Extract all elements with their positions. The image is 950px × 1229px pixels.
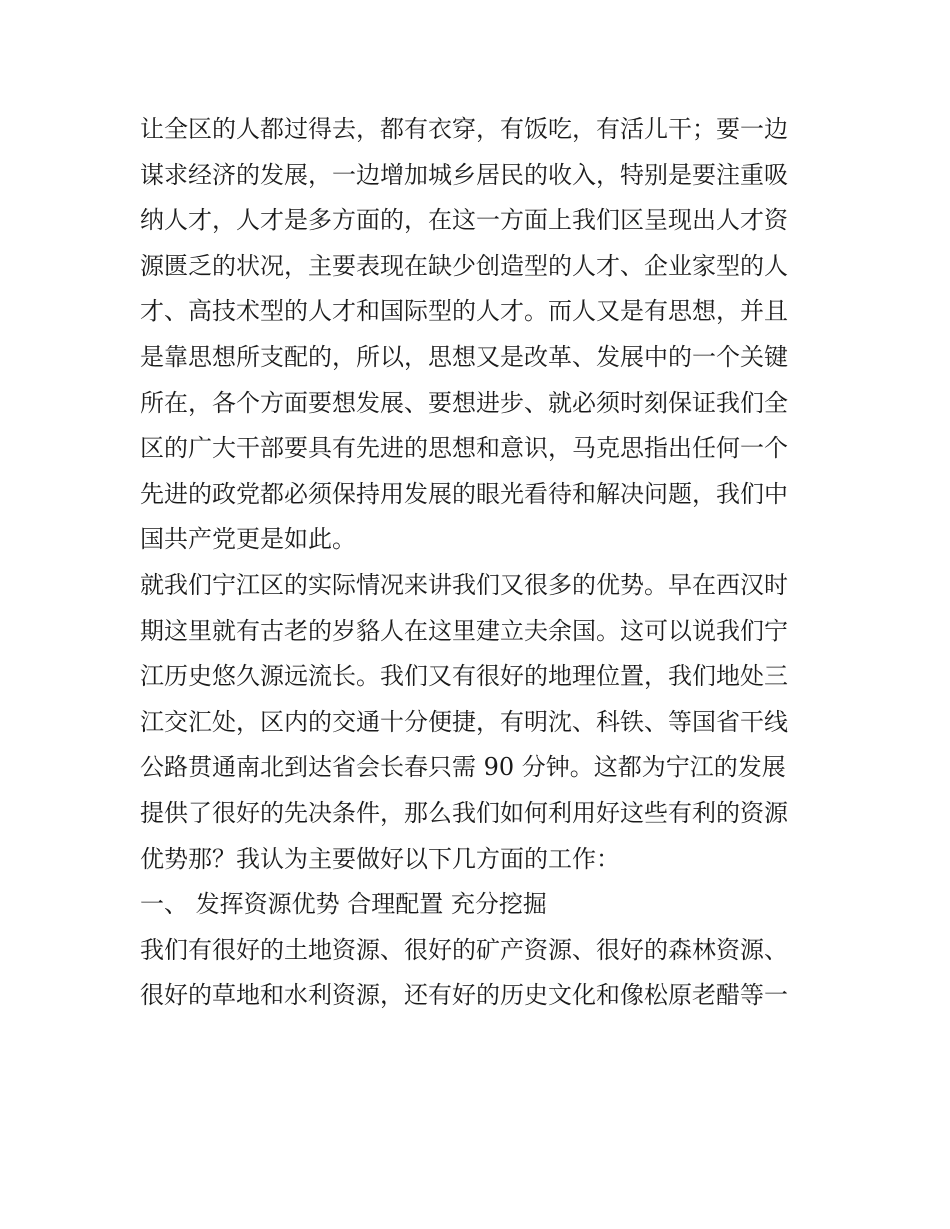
text-line: 优势那？我认为主要做好以下几方面的工作：: [140, 844, 620, 873]
text-line: 江历史悠久源远流长。我们又有很好的地理位置，我们地处三: [140, 662, 788, 691]
text-line: 就我们宁江区的实际情况来讲我们又很多的优势。早在西汉时: [140, 570, 788, 599]
text-line: 让全区的人都过得去，都有衣穿，有饭吃，有活儿干；要一边: [140, 115, 788, 143]
text-line: 所在，各个方面要想发展、要想进步、就必须时刻保证我们全: [140, 388, 788, 417]
document-body: [140, 107, 820, 1019]
text-line: 区的广大干部要具有先进的思想和意识，马克思指出任何一个: [140, 434, 788, 463]
text-line: 国共产党更是如此。: [140, 525, 356, 554]
text-line: 期这里就有古老的岁貉人在这里建立夫余国。这可以说我们宁: [140, 616, 788, 645]
text-line: 公路贯通南北到达省会长春只需 90 分钟。这都为宁江的发展: [140, 753, 786, 782]
section-heading: 一、 发挥资源优势 合理配置 充分挖掘: [140, 890, 547, 919]
text-line: 才、高技术型的人才和国际型的人才。而人又是有思想，并且: [140, 297, 788, 326]
text-line: 提供了很好的先决条件，那么我们如何利用好这些有利的资源: [140, 798, 788, 827]
text-line: 江交汇处，区内的交通十分便捷，有明沈、科铁、等国省干线: [140, 707, 788, 736]
text-line: 很好的草地和水利资源，还有好的历史文化和像松原老醋等一: [140, 981, 788, 1010]
text-line: 先进的政党都必须保持用发展的眼光看待和解决问题，我们中: [140, 479, 788, 508]
text-line: 谋求经济的发展，一边增加城乡居民的收入，特别是要注重吸: [140, 160, 788, 189]
text-line: 源匮乏的状况，主要表现在缺少创造型的人才、企业家型的人: [140, 251, 788, 280]
text-line: 我们有很好的土地资源、很好的矿产资源、很好的森林资源、: [140, 935, 788, 964]
text-line: 是靠思想所支配的，所以，思想又是改革、发展中的一个关键: [140, 342, 788, 371]
text-line: 纳人才，人才是多方面的，在这一方面上我们区呈现出人才资: [140, 206, 788, 235]
